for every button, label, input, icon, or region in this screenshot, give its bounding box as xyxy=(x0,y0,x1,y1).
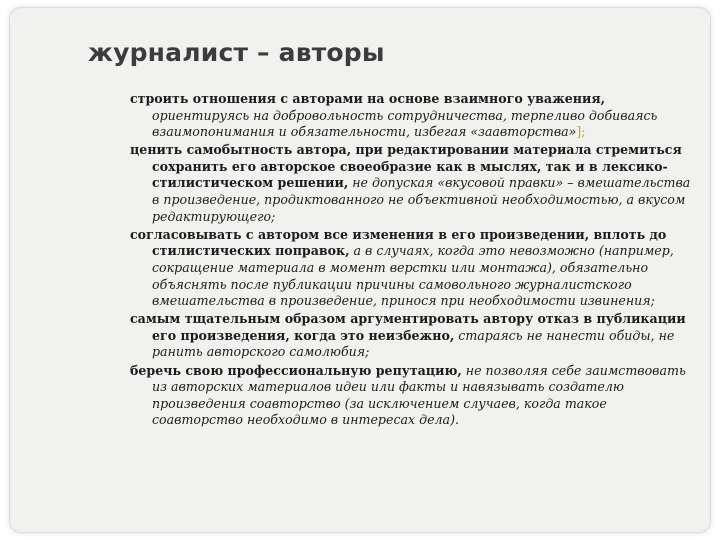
slide-title: журналист – авторы xyxy=(88,38,385,67)
slide-body xyxy=(130,91,700,430)
list-item xyxy=(130,91,700,141)
item-lead: строить отношения с авторами на основе взаимного уважения, xyxy=(130,91,606,106)
item-detail: не позволяя себе заимствовать из авторских материалов идеи или факты и навязывать создателю произведения соавторство (за исключением случаев, когда такое соавторство необходимо в интересах дела). xyxy=(152,362,686,428)
item-detail: не допуская «вкусовой правки» – вмешательства в произведение, продиктованного не объективной необходимостью, а вкусом редактирующего; xyxy=(152,175,691,224)
item-mark: ]; xyxy=(576,124,586,140)
list-item xyxy=(130,311,700,361)
list-item xyxy=(130,363,700,429)
item-detail: ориентируясь на добровольность сотрудничества, терпеливо добиваясь взаимопонимания и обязательности, избегая «заавторства» xyxy=(152,107,658,140)
item-lead: согласовывать с автором все изменения в его произведении, вплоть до стилистических поправок, xyxy=(130,226,667,259)
item-detail: а в случаях, когда это невозможно (например, сокращение материала в момент верстки или монтажа), обязательно объяснять после публикации причины самовольного журналистского вмешательства в произведение, принося при необходимости извинения; xyxy=(152,243,674,309)
slide xyxy=(9,7,711,533)
item-lead: ценить самобытность автора, при редактировании материала стремиться сохранить его авторское своеобразие как в мыслях, так и в лексико-стилистическом решении, xyxy=(130,142,682,191)
list-item xyxy=(130,227,700,310)
item-lead: беречь свою профессиональную репутацию, xyxy=(130,362,462,378)
item-detail: стараясь не нанести обиды, не ранить авторского самолюбия; xyxy=(152,327,675,360)
item-lead: самым тщательным образом аргументировать автору отказ в публикации его произведения, когда это неизбежно, xyxy=(130,311,686,343)
list-item xyxy=(130,142,700,225)
